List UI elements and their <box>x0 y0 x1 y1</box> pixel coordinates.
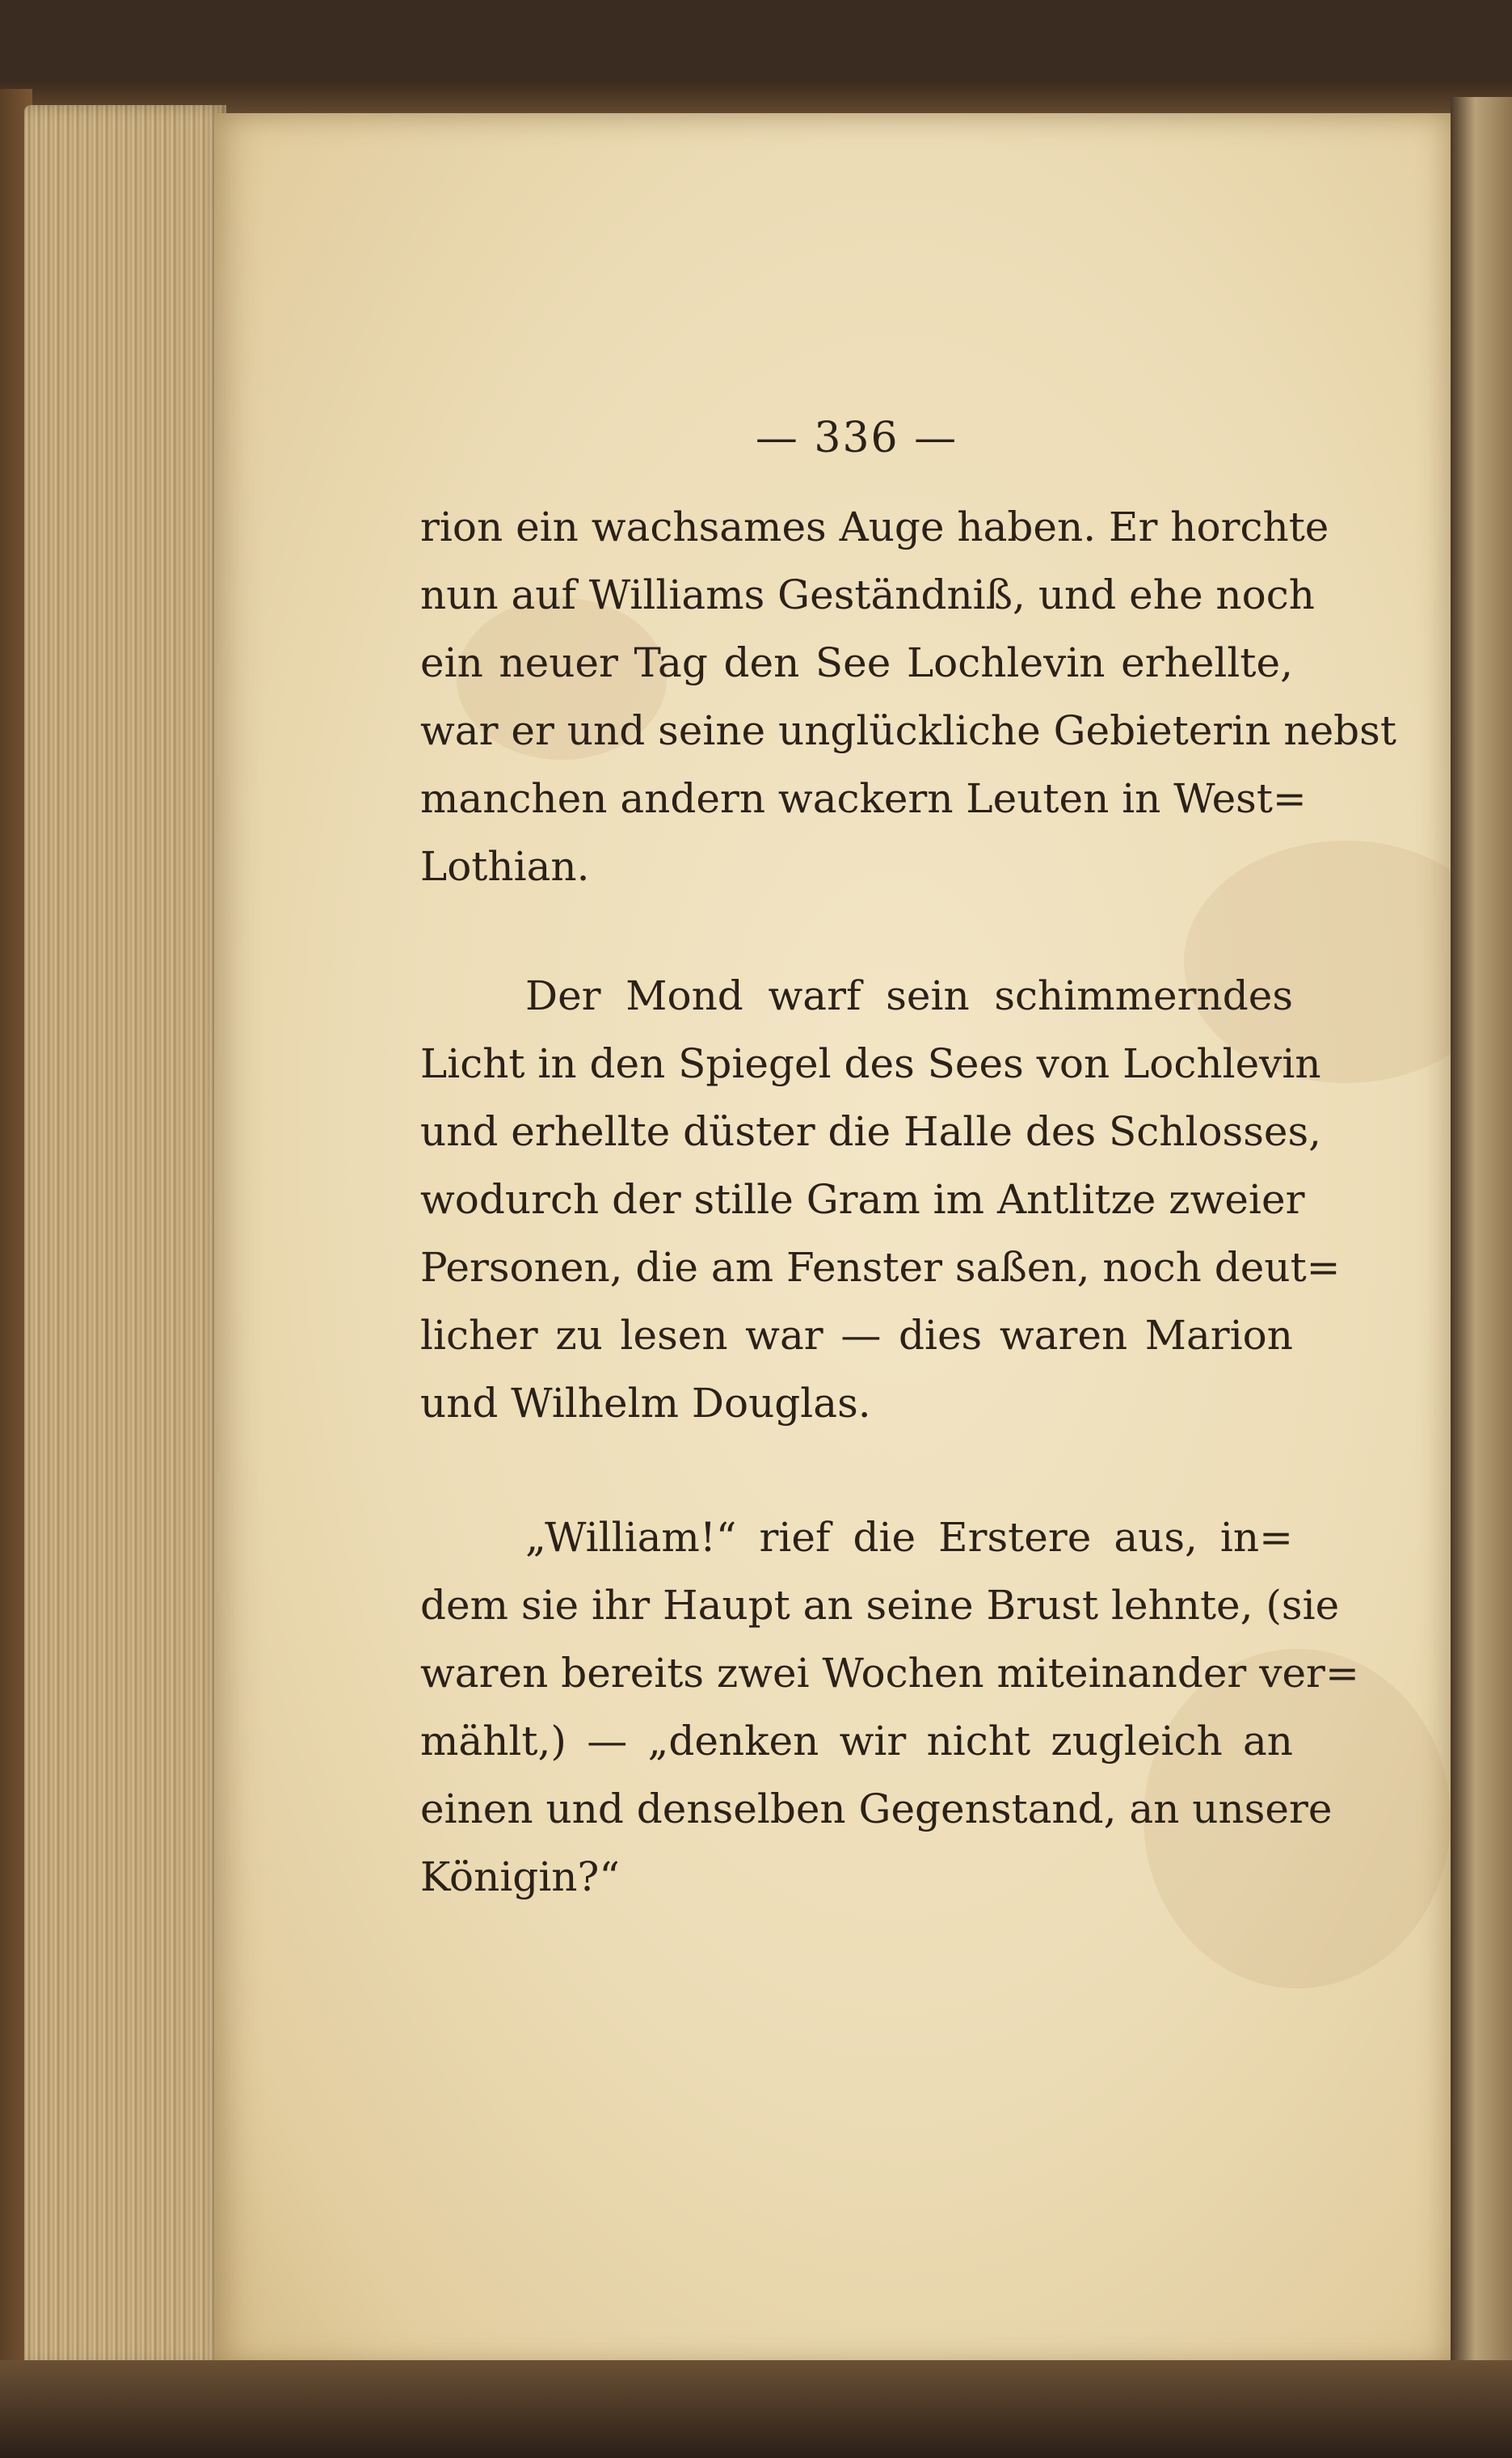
text-line: wodurch der stille Gram im Antlitze zweier <box>420 1176 1305 1223</box>
book-gutter <box>1451 97 1512 2393</box>
text-line: rion ein wachsames Auge haben. Er horchte <box>420 504 1329 550</box>
text-line: licher zu lesen war — dies waren Marion <box>420 1312 1293 1359</box>
text-line: „William!“ rief die Erstere aus, in= <box>525 1514 1293 1561</box>
text-line: war er und seine unglückliche Gebieterin nebst <box>420 707 1396 754</box>
text-line: und erhellte düster die Halle des Schlosses, <box>420 1108 1322 1155</box>
paragraph-1 <box>420 493 1396 900</box>
book-bottom-edge <box>0 2360 1512 2458</box>
text-line: Lothian. <box>420 843 590 890</box>
page-number: — 336 — <box>755 414 958 462</box>
text-line: Königin?“ <box>420 1853 620 1900</box>
paragraph-2 <box>420 962 1341 1437</box>
paragraph-3 <box>420 1503 1359 1911</box>
text-line: waren bereits zwei Wochen miteinander ver= <box>420 1650 1359 1697</box>
text-line: mählt,) — „denken wir nicht zugleich an <box>420 1718 1293 1764</box>
text-line: nun auf Williams Geständniß, und ehe noch <box>420 571 1315 618</box>
text-line: Personen, die am Fenster saßen, noch deut= <box>420 1244 1341 1291</box>
page-stack-edge <box>24 105 226 2368</box>
text-line: Licht in den Spiegel des Sees von Lochlevin <box>420 1040 1321 1087</box>
text-line: einen und denselben Gegenstand, an unsere <box>420 1786 1333 1832</box>
text-line: Der Mond warf sein schimmerndes <box>525 972 1293 1019</box>
text-line: und Wilhelm Douglas. <box>420 1380 871 1427</box>
text-line: dem sie ihr Haupt an seine Brust lehnte, (sie <box>420 1582 1340 1629</box>
text-line: ein neuer Tag den See Lochlevin erhellte, <box>420 639 1293 686</box>
text-line: manchen andern wackern Leuten in West= <box>420 775 1307 822</box>
